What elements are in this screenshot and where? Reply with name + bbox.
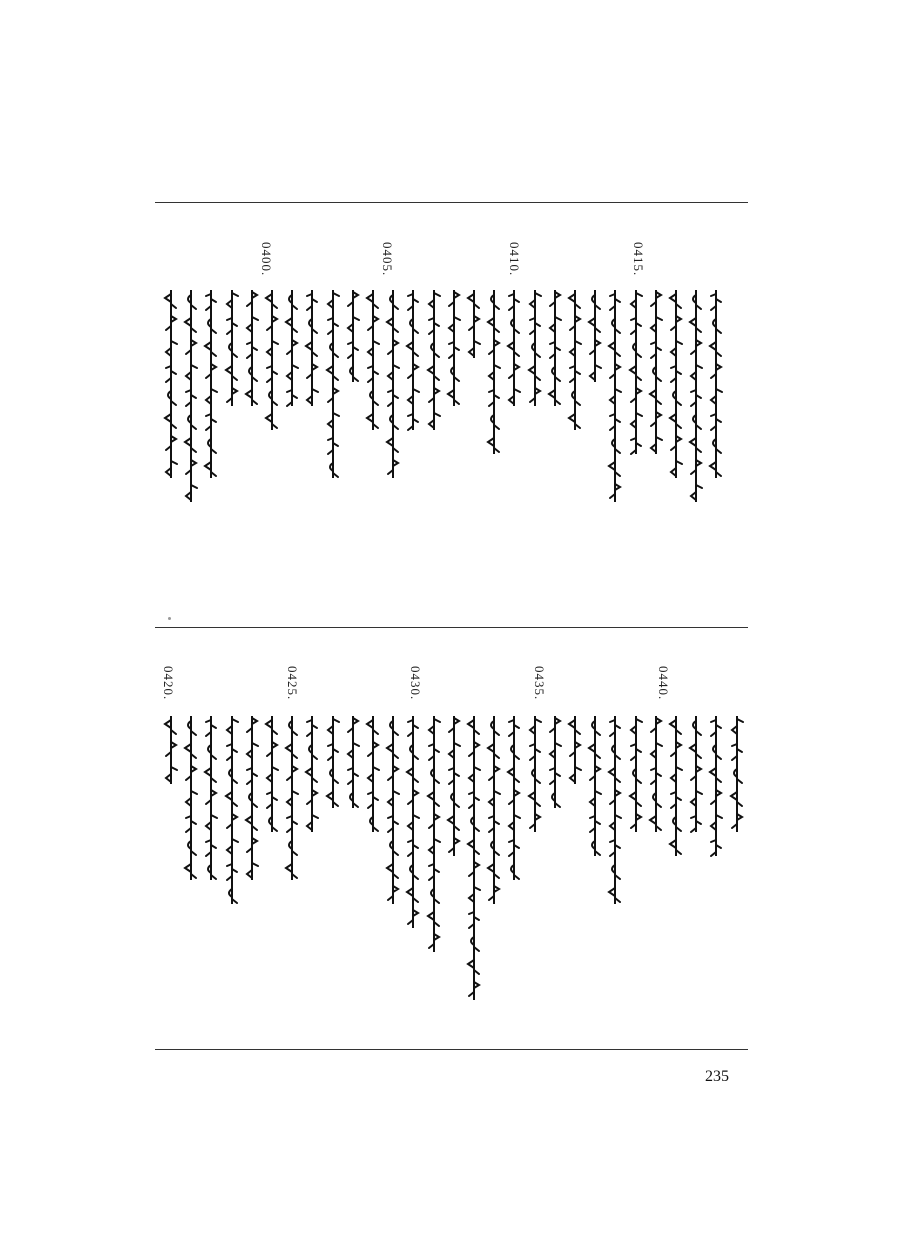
line-marker: 0440. [656, 666, 671, 701]
script-glyphs [245, 716, 259, 884]
script-glyphs [427, 290, 441, 434]
script-line [406, 716, 420, 932]
script-line [184, 290, 198, 506]
script-line [265, 716, 279, 836]
script-glyphs [528, 716, 542, 836]
script-glyphs [285, 716, 299, 884]
script-line [487, 716, 501, 908]
script-line [346, 290, 360, 386]
script-line [164, 716, 178, 788]
line-marker: 0400. [259, 242, 274, 277]
script-line [629, 716, 643, 836]
bottom-rule [155, 1049, 748, 1050]
script-line [245, 290, 259, 410]
script-line [326, 290, 340, 482]
script-line [709, 716, 723, 860]
script-glyphs [669, 290, 683, 482]
script-glyphs [346, 716, 360, 812]
script-glyphs [305, 290, 319, 410]
script-glyphs [164, 290, 178, 482]
script-glyphs [406, 290, 420, 434]
script-glyphs [204, 290, 218, 482]
script-glyphs [225, 716, 239, 908]
script-glyphs [184, 716, 198, 884]
script-glyphs [669, 716, 683, 860]
line-marker: 0405. [380, 242, 395, 277]
script-line [548, 716, 562, 812]
script-line [447, 290, 461, 410]
script-glyphs [204, 716, 218, 884]
script-line [649, 290, 663, 458]
script-line [406, 290, 420, 434]
script-glyphs [467, 290, 481, 362]
line-marker: 0435. [532, 666, 547, 701]
script-glyphs [548, 290, 562, 410]
script-glyphs [366, 716, 380, 836]
script-glyphs [629, 716, 643, 836]
script-line [305, 290, 319, 410]
script-line [649, 716, 663, 836]
script-line [507, 716, 521, 884]
script-line [366, 716, 380, 836]
script-line [225, 290, 239, 410]
script-glyphs [507, 716, 521, 884]
script-glyphs [487, 290, 501, 458]
script-glyphs [568, 290, 582, 434]
script-line [669, 290, 683, 482]
script-glyphs [689, 290, 703, 506]
script-glyphs [608, 716, 622, 908]
script-line [629, 290, 643, 458]
line-marker: 0420. [161, 666, 176, 701]
script-glyphs [346, 290, 360, 386]
script-glyphs [164, 716, 178, 788]
script-line [608, 290, 622, 506]
script-glyphs [326, 290, 340, 482]
script-line [265, 290, 279, 434]
script-glyphs [608, 290, 622, 506]
script-glyphs [588, 716, 602, 860]
script-glyphs [730, 716, 744, 836]
script-glyphs [689, 716, 703, 836]
script-glyphs [265, 716, 279, 836]
script-line [689, 290, 703, 506]
script-glyphs [548, 716, 562, 812]
script-glyphs [588, 290, 602, 386]
script-line [709, 290, 723, 482]
script-line [164, 290, 178, 482]
script-line [225, 716, 239, 908]
script-glyphs [467, 716, 481, 1004]
script-line [204, 290, 218, 482]
script-line [568, 716, 582, 788]
script-glyphs [386, 290, 400, 482]
script-line [588, 290, 602, 386]
script-glyphs [285, 290, 299, 410]
script-line [427, 716, 441, 956]
ink-speck [168, 617, 171, 620]
script-line [528, 716, 542, 836]
line-marker: 0430. [408, 666, 423, 701]
script-glyphs [265, 290, 279, 434]
script-glyphs [326, 716, 340, 812]
script-line [245, 716, 259, 884]
script-line [184, 716, 198, 884]
script-glyphs [386, 716, 400, 908]
script-line [467, 290, 481, 362]
script-line [568, 290, 582, 434]
script-glyphs [649, 716, 663, 836]
script-line [588, 716, 602, 860]
script-line [285, 290, 299, 410]
script-glyphs [427, 716, 441, 956]
script-line [447, 716, 461, 860]
script-glyphs [528, 290, 542, 410]
script-line [386, 716, 400, 908]
line-marker: 0415. [631, 242, 646, 277]
script-glyphs [447, 290, 461, 410]
top-rule [155, 202, 748, 203]
script-line [507, 290, 521, 410]
middle-rule [155, 627, 748, 628]
script-line [528, 290, 542, 410]
script-line [467, 716, 481, 1004]
script-line [366, 290, 380, 434]
script-glyphs [245, 290, 259, 410]
script-glyphs [507, 290, 521, 410]
script-line [346, 716, 360, 812]
script-line [285, 716, 299, 884]
script-glyphs [629, 290, 643, 458]
script-glyphs [487, 716, 501, 908]
script-glyphs [447, 716, 461, 860]
script-line [689, 716, 703, 836]
script-glyphs [709, 716, 723, 860]
script-line [487, 290, 501, 458]
line-marker: 0425. [285, 666, 300, 701]
script-line [669, 716, 683, 860]
script-glyphs [709, 290, 723, 482]
script-glyphs [305, 716, 319, 836]
script-glyphs [649, 290, 663, 458]
script-glyphs [225, 290, 239, 410]
script-line [386, 290, 400, 482]
script-glyphs [568, 716, 582, 788]
script-line [730, 716, 744, 836]
script-line [427, 290, 441, 434]
script-line [608, 716, 622, 908]
script-line [326, 716, 340, 812]
script-line [305, 716, 319, 836]
script-line [204, 716, 218, 884]
page-number: 235 [705, 1068, 729, 1085]
script-glyphs [406, 716, 420, 932]
script-line [548, 290, 562, 410]
script-glyphs [366, 290, 380, 434]
script-glyphs [184, 290, 198, 506]
line-marker: 0410. [507, 242, 522, 277]
